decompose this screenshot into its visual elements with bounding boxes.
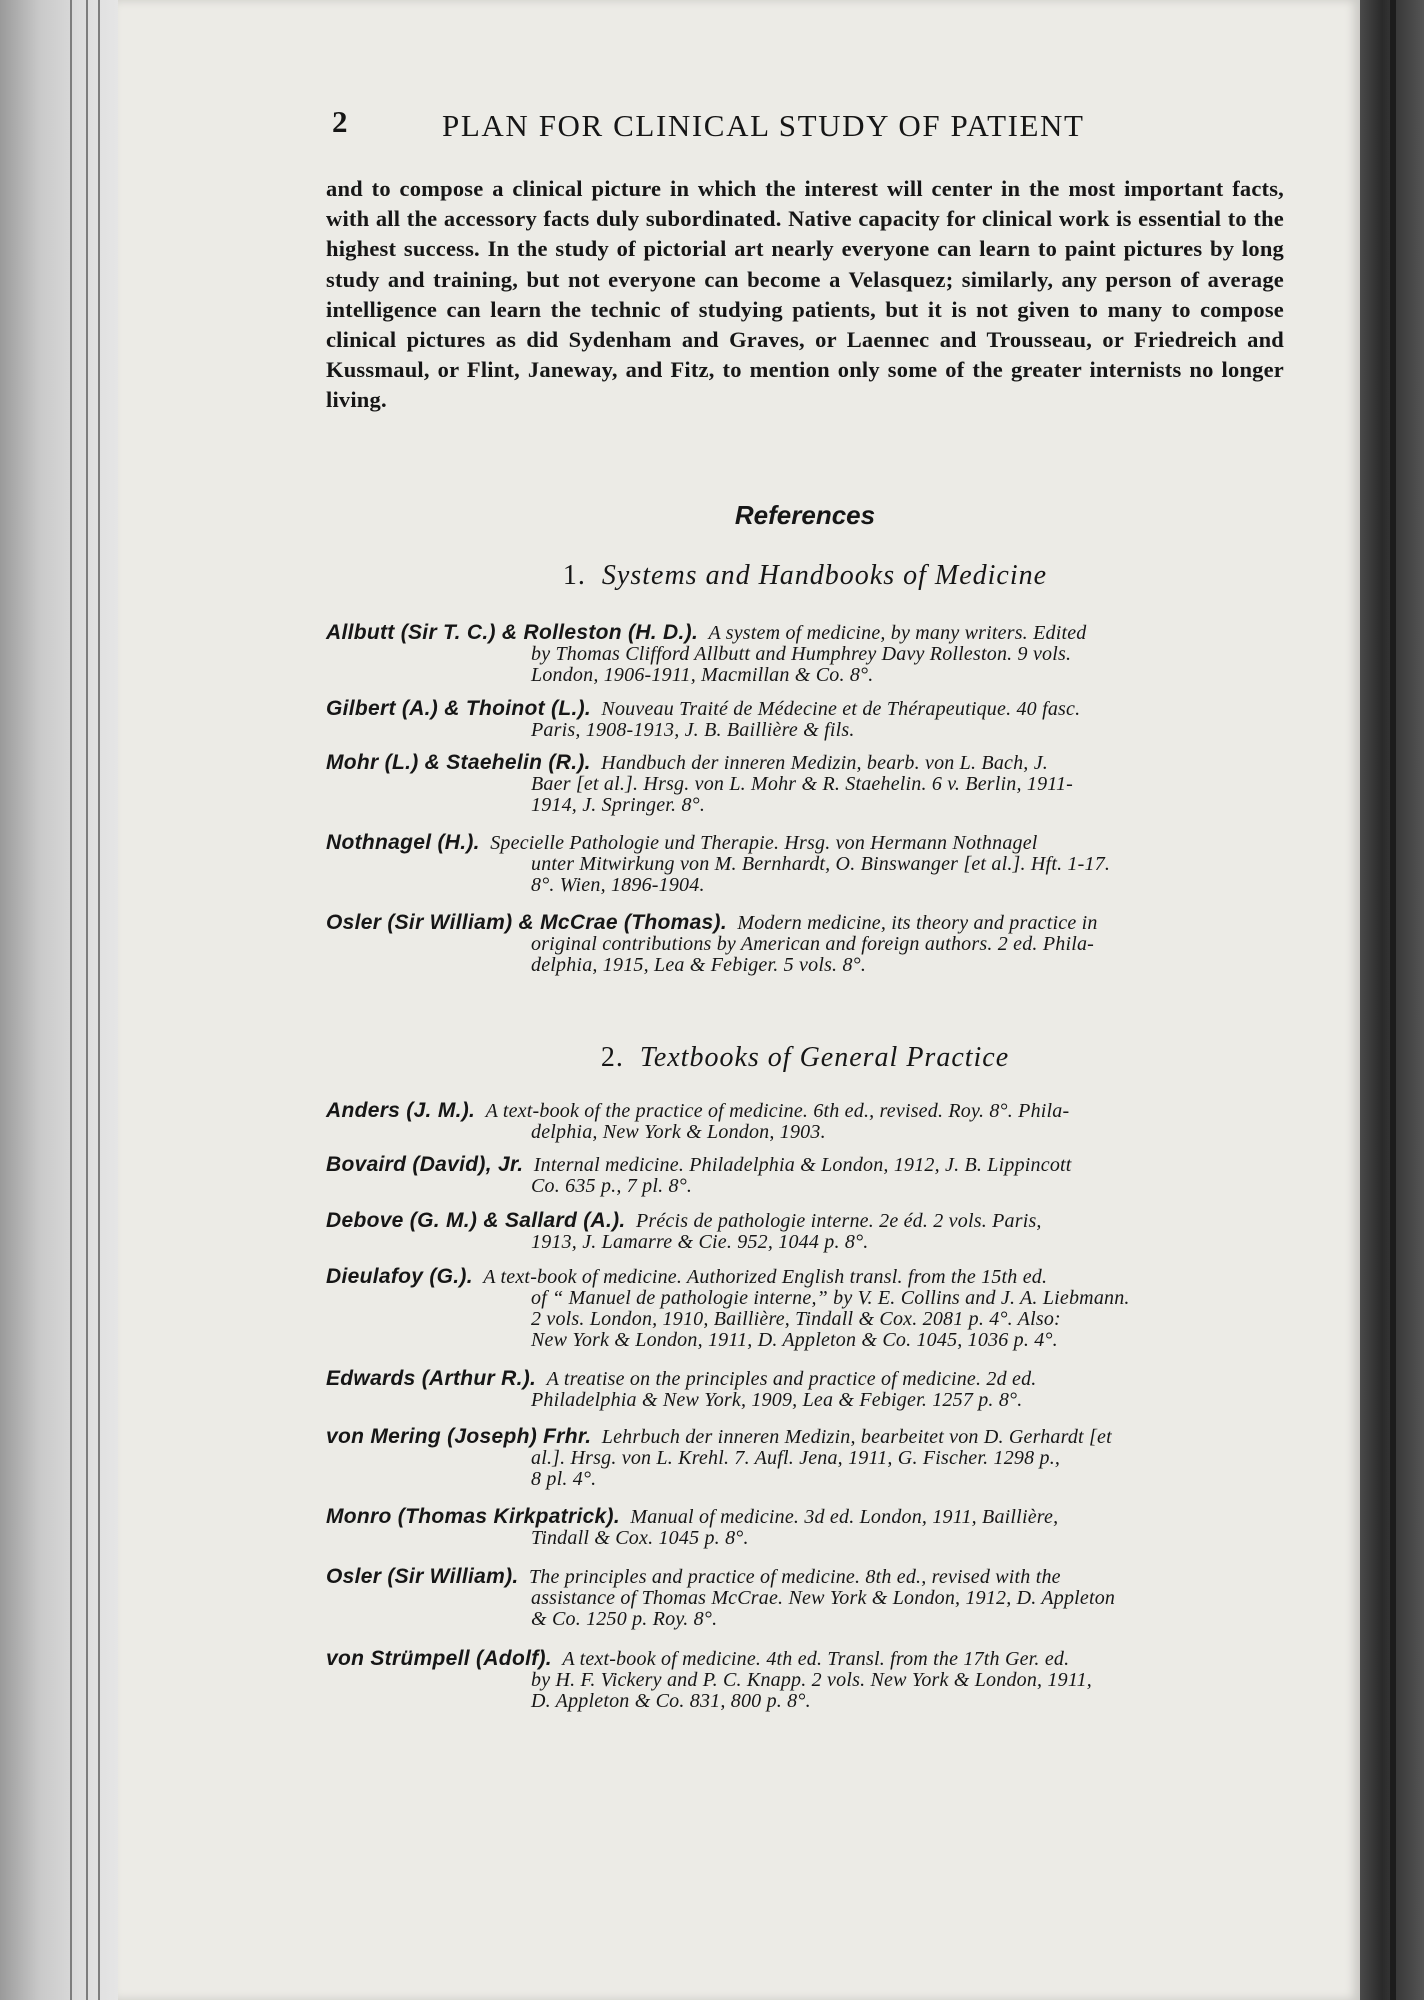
reference-author: Anders (J. M.). xyxy=(326,1099,476,1122)
reference-line: original contributions by American and foreign authors. 2 ed. Phila- xyxy=(531,933,1095,955)
intro-paragraph: and to compose a clinical picture in which the interest will center in the most important facts, with all the accessory facts duly subordinated. Native capacity for clinical work is essential to the highest success. In the study of pictorial art nearly everyone can learn to paint pictures by long study and training, but not everyone can become a Velasquez; similarly, any person of average intelligence can learn the technic of studying patients, but it is not given to many to compose clinical pictures as did Sydenham and Graves, or Laennec and Trousseau, or Friedreich and Kussmaul, or Flint, Janeway, and Fitz, to mention only some of the greater internists no longer living. xyxy=(326,176,1284,413)
reference-line: Précis de pathologie interne. 2e éd. 2 vols. Paris, xyxy=(635,1210,1042,1232)
reference-line: Baer [et al.]. Hrsg. von L. Mohr & R. Staehelin. 6 v. Berlin, 1911- xyxy=(531,773,1074,795)
reference-line: by Thomas Clifford Allbutt and Humphrey Davy Rolleston. 9 vols. xyxy=(531,643,1072,665)
reference-entry xyxy=(326,912,1284,976)
reference-entry xyxy=(326,1154,1284,1197)
page-number: 2 xyxy=(332,104,350,139)
reference-line: & Co. 1250 p. Roy. 8°. xyxy=(531,1608,718,1630)
reference-entry xyxy=(326,1210,1284,1253)
reference-line: unter Mitwirkung von M. Bernhardt, O. Binswanger [et al.]. Hft. 1-17. xyxy=(531,853,1111,875)
reference-line: Nouveau Traité de Médecine et de Thérapeutique. 40 fasc. xyxy=(601,698,1081,720)
reference-line: Paris, 1908-1913, J. B. Baillière & fils. xyxy=(531,719,855,741)
reference-author: Osler (Sir William) & McCrae (Thomas). xyxy=(326,911,727,934)
reference-line: The principles and practice of medicine. 8th ed., revised with the xyxy=(528,1566,1061,1588)
reference-author: Dieulafoy (G.). xyxy=(326,1265,473,1288)
reference-author: Osler (Sir William). xyxy=(326,1565,519,1588)
running-title: PLAN FOR CLINICAL STUDY OF PATIENT xyxy=(442,108,1085,143)
reference-line: D. Appleton & Co. 831, 800 p. 8°. xyxy=(531,1690,811,1712)
reference-line: A text-book of medicine. Authorized English transl. from the 15th ed. xyxy=(483,1266,1048,1288)
section-title: Systems and Handbooks of Medicine xyxy=(601,560,1048,591)
reference-author: Bovaird (David), Jr. xyxy=(326,1153,524,1176)
page-content xyxy=(326,100,1286,1712)
reference-line: delphia, 1915, Lea & Febiger. 5 vols. 8°. xyxy=(531,954,867,976)
reference-entry xyxy=(326,1506,1284,1549)
running-head xyxy=(326,100,1286,150)
reference-line: Modern medicine, its theory and practice in xyxy=(737,912,1098,934)
reference-entry xyxy=(326,622,1284,686)
reference-line: Tindall & Cox. 1045 p. 8°. xyxy=(531,1527,749,1549)
reference-entry xyxy=(326,698,1284,741)
reference-line: A text-book of medicine. 4th ed. Transl. from the 17th Ger. ed. xyxy=(562,1648,1070,1670)
reference-line: A treatise on the principles and practice of medicine. 2d ed. xyxy=(546,1368,1037,1390)
reference-author: Debove (G. M.) & Sallard (A.). xyxy=(326,1209,626,1232)
reference-entry xyxy=(326,1100,1284,1143)
section-title: Textbooks of General Practice xyxy=(639,1042,1010,1073)
page-edge-line xyxy=(98,0,100,2000)
reference-line: assistance of Thomas McCrae. New York & London, 1912, D. Appleton xyxy=(531,1587,1116,1609)
page-edge-line xyxy=(70,0,72,2000)
reference-entry xyxy=(326,1648,1284,1712)
reference-line: delphia, New York & London, 1903. xyxy=(531,1121,826,1143)
section-number: 2. xyxy=(600,1042,624,1073)
reference-entry xyxy=(326,832,1284,896)
section-heading xyxy=(326,560,1284,592)
reference-author: Gilbert (A.) & Thoinot (L.). xyxy=(326,697,592,720)
reference-line: Lehrbuch der inneren Medizin, bearbeitet von D. Gerhardt [et xyxy=(601,1426,1112,1448)
edge-band xyxy=(1390,0,1396,2000)
reference-author: Allbutt (Sir T. C.) & Rolleston (H. D.). xyxy=(326,621,699,644)
reference-line: New York & London, 1911, D. Appleton & Co. 1045, 1036 p. 4°. xyxy=(531,1329,1058,1351)
reference-author: Nothnagel (H.). xyxy=(326,831,480,854)
reference-line: by H. F. Vickery and P. C. Knapp. 2 vols. New York & London, 1911, xyxy=(531,1669,1092,1691)
reference-line: 1913, J. Lamarre & Cie. 952, 1044 p. 8°. xyxy=(531,1231,869,1253)
reference-author: von Strümpell (Adolf). xyxy=(326,1647,552,1670)
reference-line: al.]. Hrsg. von L. Krehl. 7. Aufl. Jena, 1911, G. Fischer. 1298 p., xyxy=(531,1447,1061,1469)
reference-line: 2 vols. London, 1910, Baillière, Tindall & Cox. 2081 p. 4°. Also: xyxy=(531,1308,1061,1330)
reference-line: Internal medicine. Philadelphia & London, 1912, J. B. Lippincott xyxy=(533,1154,1072,1176)
reference-entry xyxy=(326,1368,1284,1411)
book-binding-edge xyxy=(0,0,120,2000)
reference-line: Manual of medicine. 3d ed. London, 1911, Baillière, xyxy=(630,1506,1059,1528)
reference-entry xyxy=(326,1266,1284,1351)
reference-entry xyxy=(326,752,1284,816)
section-heading xyxy=(326,1042,1284,1074)
reference-line: 8 pl. 4°. xyxy=(531,1468,597,1490)
reference-author: Edwards (Arthur R.). xyxy=(326,1367,537,1390)
right-page-edge xyxy=(1360,0,1424,2000)
references-heading: References xyxy=(734,500,876,530)
reference-author: Mohr (L.) & Staehelin (R.). xyxy=(326,751,591,774)
reference-entry xyxy=(326,1426,1284,1490)
reference-author: von Mering (Joseph) Frhr. xyxy=(326,1425,592,1448)
reference-line: London, 1906-1911, Macmillan & Co. 8°. xyxy=(531,664,874,686)
reference-line: Specielle Pathologie und Therapie. Hrsg. von Hermann Nothnagel xyxy=(490,832,1038,854)
intro-paragraph-block xyxy=(326,174,1284,416)
reference-line: A text-book of the practice of medicine. 6th ed., revised. Roy. 8°. Phila- xyxy=(485,1100,1070,1122)
reference-line: Co. 635 p., 7 pl. 8°. xyxy=(531,1175,693,1197)
reference-author: Monro (Thomas Kirkpatrick). xyxy=(326,1505,620,1528)
reference-line: 1914, J. Springer. 8°. xyxy=(531,794,706,816)
reference-entry xyxy=(326,1566,1284,1630)
reference-line: A system of medicine, by many writers. Edited xyxy=(708,622,1087,644)
reference-line: Philadelphia & New York, 1909, Lea & Febiger. 1257 p. 8°. xyxy=(531,1389,1023,1411)
reference-line: of “ Manuel de pathologie interne,” by V. E. Collins and J. A. Liebmann. xyxy=(531,1287,1130,1309)
section-number: 1. xyxy=(562,560,586,591)
reference-line: 8°. Wien, 1896-1904. xyxy=(531,874,705,896)
reference-line: Handbuch der inneren Medizin, bearb. von L. Bach, J. xyxy=(601,752,1048,774)
page-edge-line xyxy=(86,0,88,2000)
